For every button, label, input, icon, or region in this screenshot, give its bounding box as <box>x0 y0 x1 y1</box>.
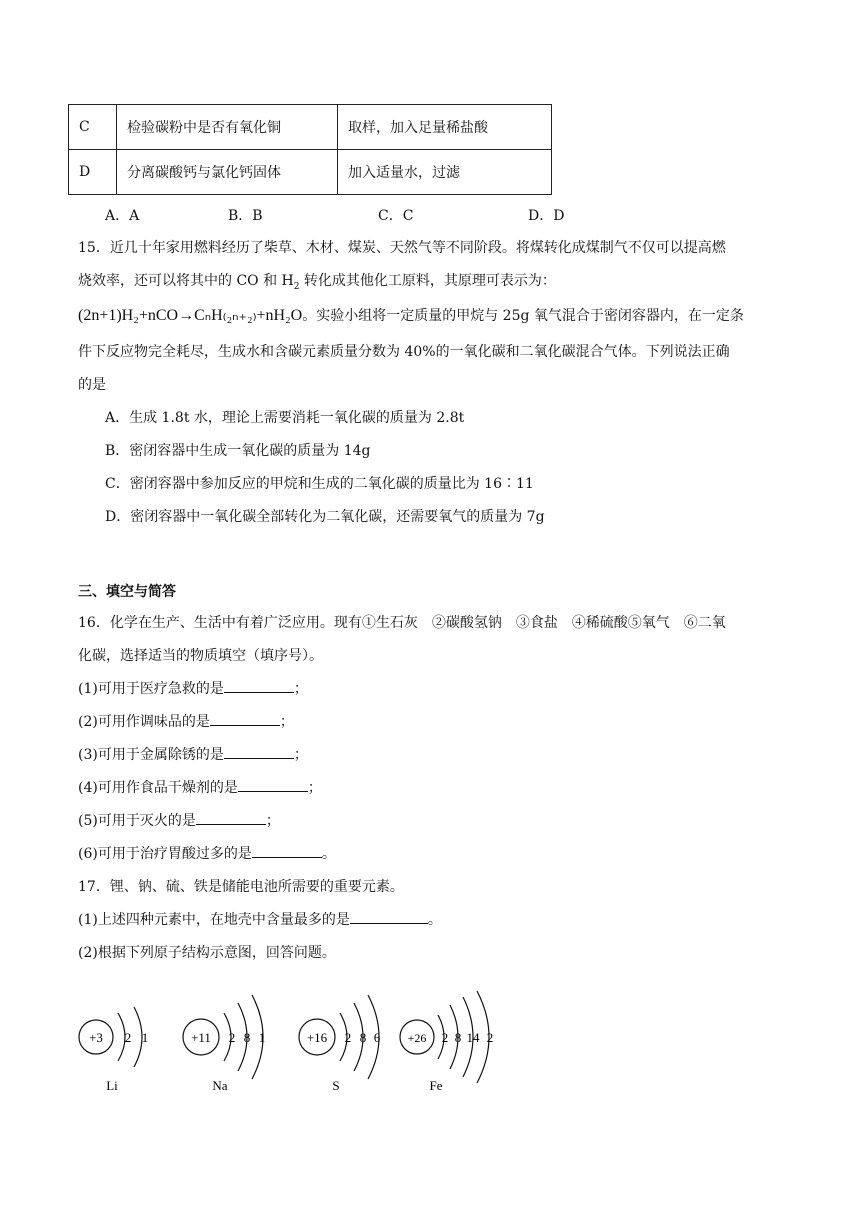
answer-blank[interactable] <box>210 711 280 726</box>
answer-blank[interactable] <box>196 810 266 825</box>
q16-item-4 <box>78 777 322 797</box>
q16-item-text: (4)可用作食品干燥剂的是 <box>78 780 238 796</box>
table-row <box>69 105 552 150</box>
q17-item-text: (1)上述四种元素中，在地壳中含量最多的是 <box>78 912 350 928</box>
q15-line3 <box>78 305 744 325</box>
nucleus-charge: +16 <box>306 1030 328 1045</box>
electron-count: 2 <box>486 1030 494 1045</box>
answer-blank[interactable] <box>252 843 322 858</box>
table-row <box>69 150 552 195</box>
q16-item-end: ； <box>265 813 280 829</box>
nucleus-charge: +11 <box>191 1030 211 1045</box>
table-cell-label: C <box>69 105 117 150</box>
electron-count: 2 <box>441 1030 449 1045</box>
q16-item-1 <box>78 678 308 698</box>
table-cell-purpose: 分离碳酸钙与氯化钙固体 <box>117 150 338 195</box>
answer-blank[interactable] <box>238 777 308 792</box>
q15-line1: 15．近几十年家用燃料经历了柴草、木材、煤炭、天然气等不同阶段。将煤转化成煤制气不仅可以提高燃 <box>78 240 726 256</box>
nucleus-charge: +3 <box>89 1030 103 1045</box>
q16-item-6 <box>78 843 336 863</box>
q15-line2-sub: 2 <box>293 281 300 292</box>
q16-item-end: ； <box>307 780 322 796</box>
nucleus-charge: +26 <box>407 1031 427 1045</box>
q16-item-text: (3)可用于金属除锈的是 <box>78 747 224 763</box>
q15-option-d: D．密闭容器中一氧化碳全部转化为二氧化碳，还需要氧气的质量为 7g <box>105 509 545 525</box>
q17-item-2: (2)根据下列原子结构示意图，回答问题。 <box>78 945 336 961</box>
q15-option-c: C．密闭容器中参加反应的甲烷和生成的二氧化碳的质量比为 16∶11 <box>105 476 534 492</box>
q15-line3-rest: 。实验小组将一定质量的甲烷与 25g 氧气混合于密闭容器内，在一定条 <box>302 308 744 324</box>
q16-item-end: ； <box>279 714 294 730</box>
q15-line2-text-a: 烧效率，还可以将其中的 CO 和 H <box>78 273 294 289</box>
q16-item-text: (1)可用于医疗急救的是 <box>78 681 224 697</box>
q15-option-b: B．密闭容器中生成一氧化碳的质量为 14g <box>105 443 371 459</box>
q17-item-end: 。 <box>427 912 442 928</box>
element-symbol: Li <box>106 1078 118 1093</box>
element-symbol: S <box>332 1078 340 1093</box>
q17-item-1 <box>78 909 442 929</box>
electron-count: 2 <box>344 1030 352 1045</box>
atom-diagram-fe <box>400 991 493 1093</box>
q16-item-end: ； <box>293 681 308 697</box>
electron-count: 1 <box>258 1030 266 1045</box>
options-table <box>68 104 552 195</box>
q16-item-5 <box>78 810 280 830</box>
electron-count: 8 <box>359 1030 367 1045</box>
q16-item-text: (6)可用于治疗胃酸过多的是 <box>78 846 252 862</box>
q14-choice-c: C．C <box>378 208 414 224</box>
electron-count: 1 <box>141 1030 149 1045</box>
q16-item-2 <box>78 711 294 731</box>
q14-choice-b: B．B <box>228 208 263 224</box>
electron-count: 8 <box>454 1030 462 1045</box>
electron-count: 6 <box>373 1030 381 1045</box>
q16-item-text: (2)可用作调味品的是 <box>78 714 210 730</box>
table-cell-method: 取样，加入足量稀盐酸 <box>338 105 552 150</box>
atom-diagram-s <box>299 995 381 1093</box>
electron-count: 2 <box>228 1030 236 1045</box>
atom-diagram-na <box>183 995 265 1093</box>
q16-item-text: (5)可用于灭火的是 <box>78 813 196 829</box>
q16-item-end: 。 <box>321 846 336 862</box>
q15-line2 <box>78 270 556 292</box>
section-title: 三、填空与简答 <box>78 584 176 600</box>
q15-line5: 的是 <box>78 377 106 393</box>
electron-count: 8 <box>243 1030 251 1045</box>
q15-line2-text-b: 转化成其他化工原料，其原理可表示为： <box>299 273 556 289</box>
table-cell-purpose: 检验碳粉中是否有氧化铜 <box>117 105 338 150</box>
q14-choice-d: D．D <box>528 208 565 224</box>
q17-line1: 17．锂、钠、硫、铁是储能电池所需要的重要元素。 <box>78 879 404 895</box>
answer-blank[interactable] <box>224 678 294 693</box>
answer-blank[interactable] <box>224 744 294 759</box>
table-cell-label: D <box>69 150 117 195</box>
q16-item-end: ； <box>293 747 308 763</box>
electron-count: 2 <box>124 1030 132 1045</box>
table-cell-method: 加入适量水，过滤 <box>338 150 552 195</box>
q16-item-3 <box>78 744 308 764</box>
q14-choice-a: A．A <box>105 208 140 224</box>
electron-count: 14 <box>466 1030 480 1045</box>
q15-option-a: A．生成 1.8t 水，理论上需要消耗一氧化碳的质量为 2.8t <box>105 410 465 426</box>
q15-line4: 件下反应物完全耗尽，生成水和含碳元素质量分数为 40%的一氧化碳和二氧化碳混合气体。下列说法正确 <box>78 344 730 360</box>
element-symbol: Na <box>212 1078 228 1093</box>
q16-line1: 16．化学在生产、生活中有着广泛应用。现有①生石灰 ②碳酸氢钠 ③食盐 ④稀硫酸⑤氧气 ⑥二氧 <box>78 615 726 631</box>
atom-diagram-li <box>79 1007 148 1093</box>
answer-blank[interactable] <box>350 909 428 924</box>
q16-line2: 化碳，选择适当的物质填空（填序号）。 <box>78 648 323 664</box>
atom-structure-diagrams <box>70 985 510 1095</box>
element-symbol: Fe <box>429 1078 443 1093</box>
reaction-equation: (2n+1)H₂+nCO→CₙH₍₂ₙ₊₂₎+nH₂O <box>78 307 303 324</box>
